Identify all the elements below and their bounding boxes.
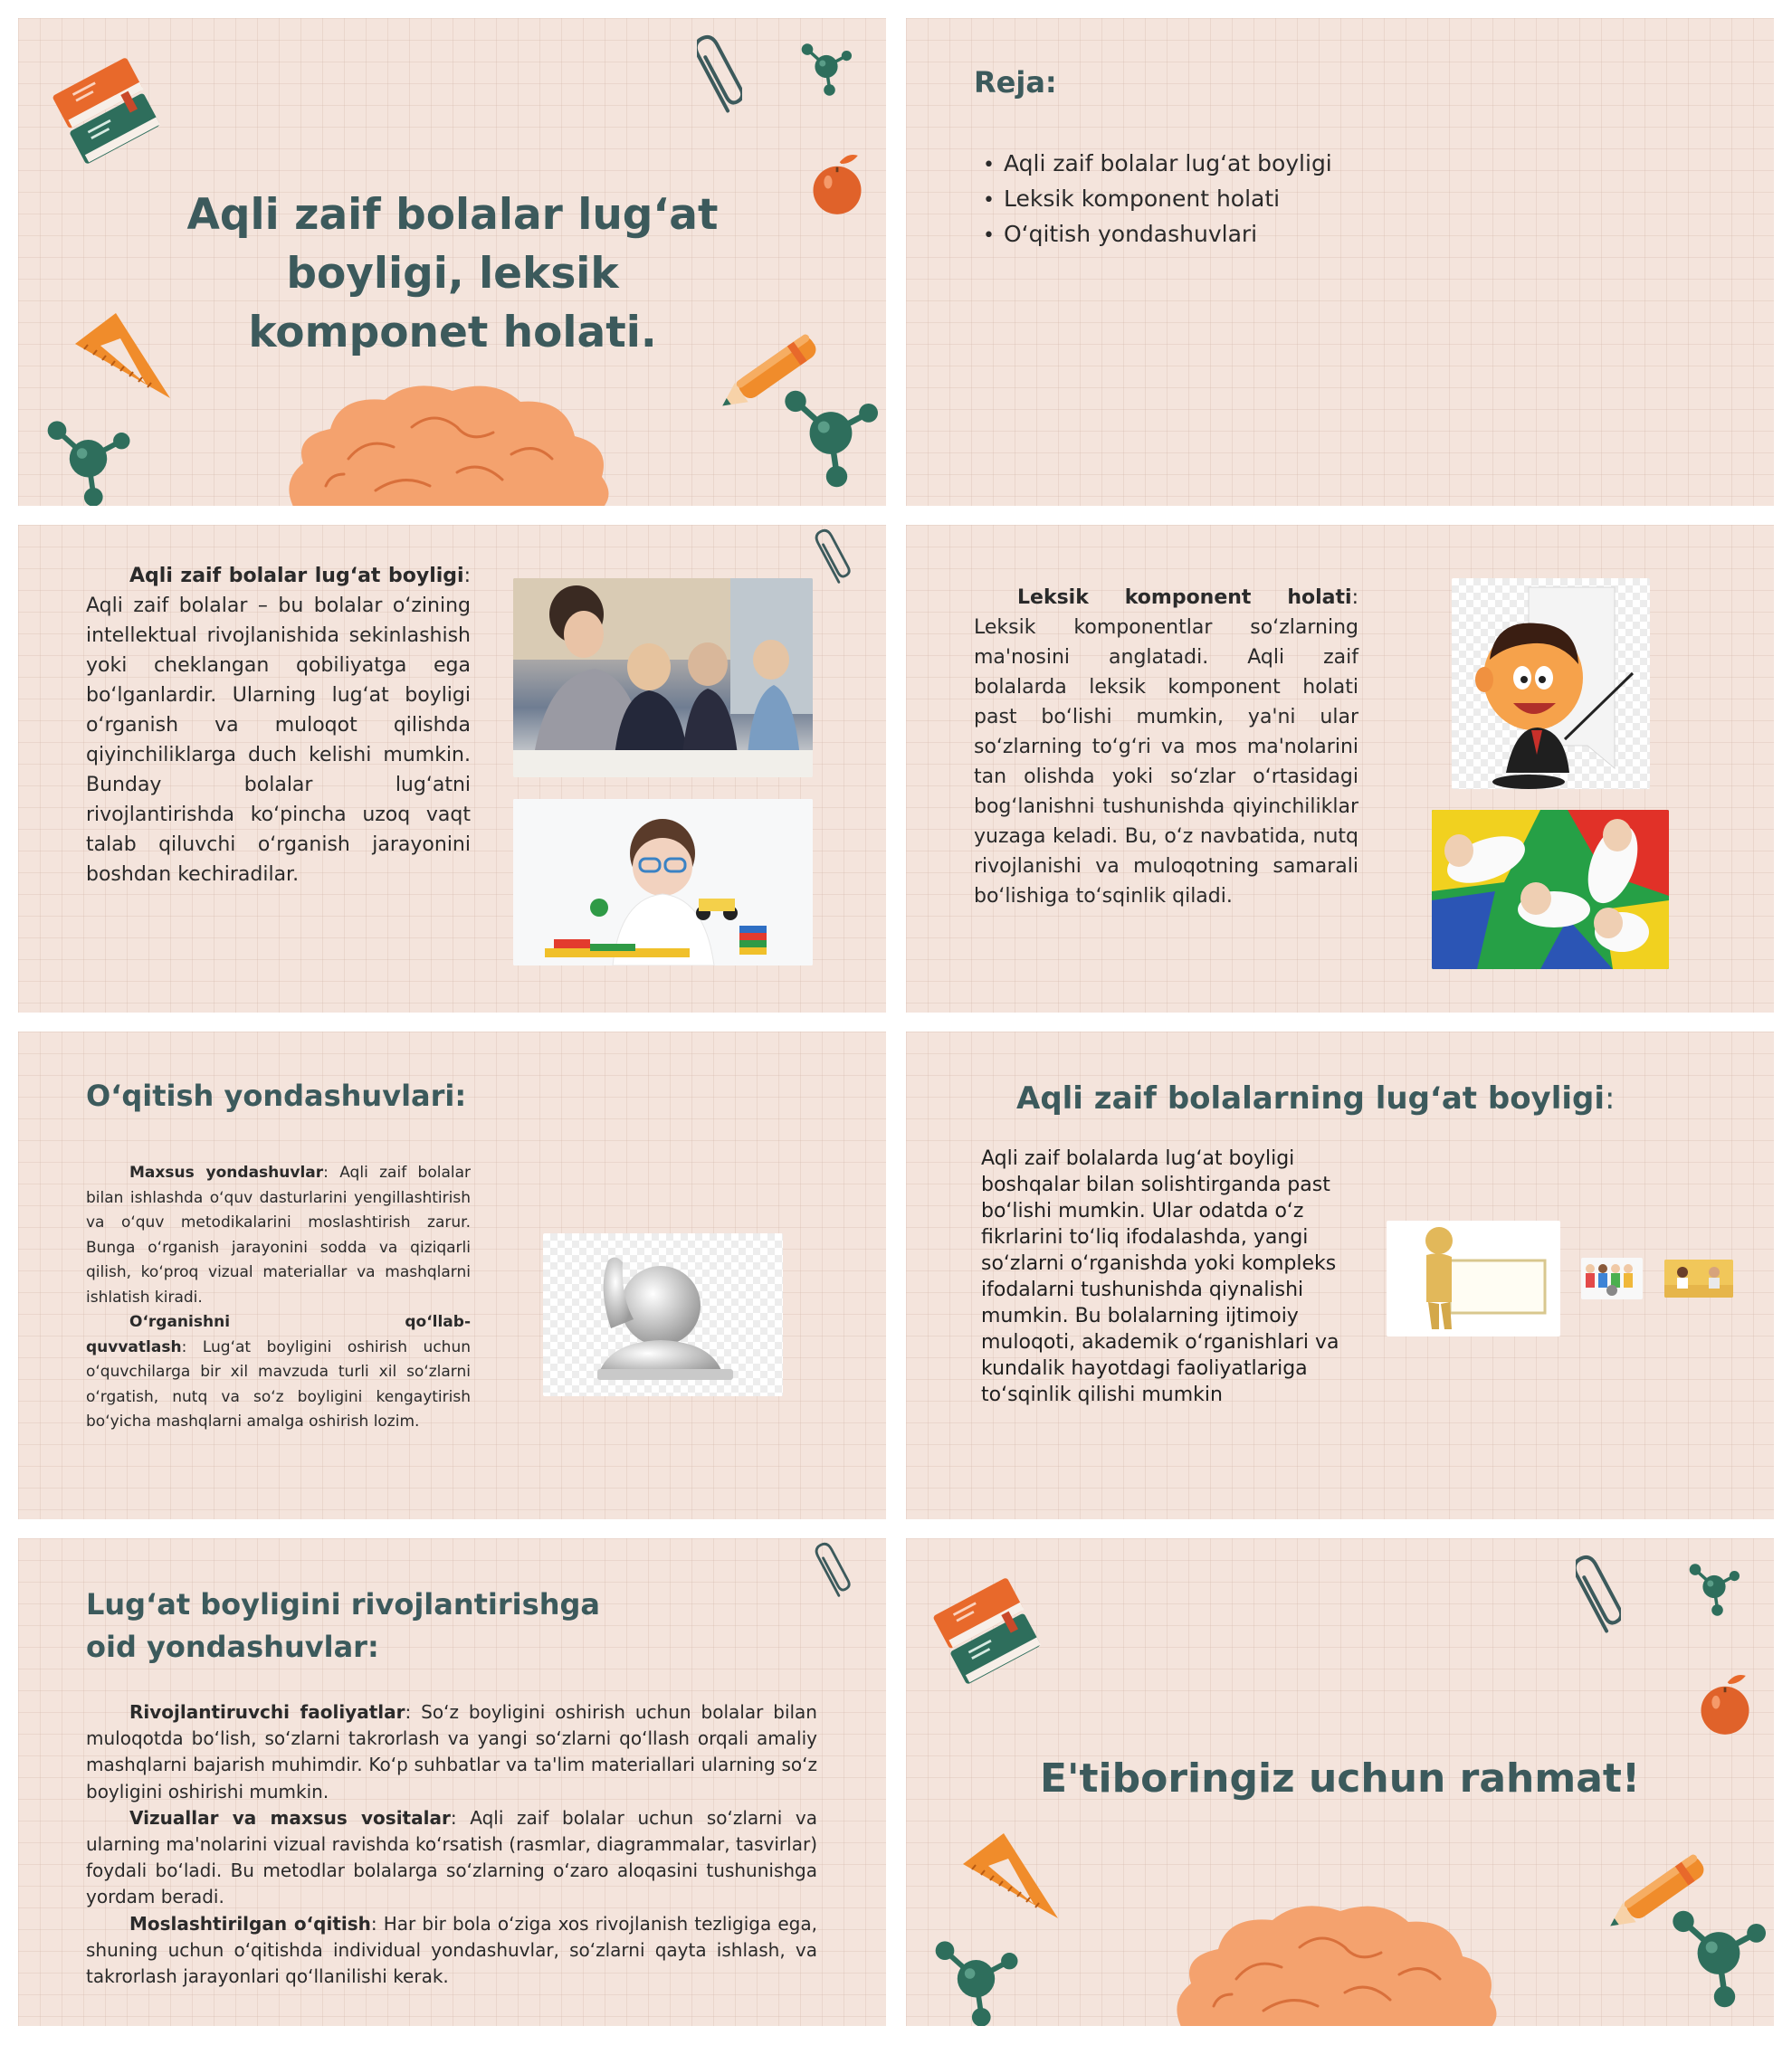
figure-holding-sign-image — [1387, 1221, 1560, 1336]
molecule-icon — [1682, 1558, 1746, 1622]
slide-teaching-approaches[interactable] — [18, 1032, 886, 1519]
ruler-triangle-icon — [953, 1828, 1072, 1927]
books-icon — [45, 41, 163, 176]
teacher-with-children-photo — [513, 578, 813, 777]
development-paragraph-2: Vizuallar va maxsus vositalar: Aqli zaif bolalar uchun so‘zlarni va ularning ma'nolarini vizual ravishda ko‘rsatish (rasmlar, diagrammalar, tasvirlar) foydali bo‘ladi. Bu metodlar bolalarga so‘zlarning o‘zaro aloqasini tushunishga yordam beradi. — [86, 1806, 817, 1908]
slide-title[interactable] — [18, 18, 886, 506]
development-heading: Lug‘at boyligini rivojlantirishga oid yondashuvlar: — [86, 1587, 600, 1664]
ruler-triangle-icon — [65, 308, 185, 407]
teaching-paragraphs — [86, 1161, 471, 1435]
development-paragraph-1: Rivojlantiruvchi faoliyatlar: So‘z boyligini oshirish uchun bolalar bilan muloqotda bo‘lish, so‘zlarni takrorlash va yangi so‘zlarni qo‘llash orqali amaliy mashqlarni bajarish muhimdir. Ko‘p suhbatlar va ta'lim materiallari ularning so‘z boyligini oshirishi mumkin. — [86, 1701, 817, 1802]
books-icon — [926, 1561, 1044, 1697]
richness-heading: Aqli zaif bolalarning lug‘at boyligi: — [1016, 1080, 1616, 1117]
teaching-heading: O‘qitish yondashuvlari: — [86, 1079, 467, 1113]
children-on-mat-photo — [1432, 810, 1669, 969]
development-paragraphs — [86, 1699, 817, 1990]
molecule-icon — [795, 38, 858, 101]
vocabulary-paragraph: Aqli zaif bolalar lug‘at boyligi: Aqli zaif bolalar – bu bolalar o‘zining intellektual rivojlanishida sekinlashish yoki cheklangan qobiliyatga ega bo‘lganlardir. Ularning lug‘at boyligi o‘rganish va muloqot qilishda qiyinchiliklarga duch kelishi mumkin. Bunday bolalar lug‘atni rivojlantirishda ko‘pincha uzoq vaqt talab qiluvchi o‘rganish jarayonini boshdan kechiradilar. — [86, 565, 471, 886]
slide-development-approaches[interactable] — [18, 1538, 886, 2026]
vocabulary-bold-title: Aqli zaif bolalar lug‘at boyligi — [129, 565, 464, 587]
teaching-paragraph-2: O‘rganishni qo‘llab-quvvatlash: Lug‘at boyligini oshirish uchun o‘quvchilarga bir xil mavzuda turli xil so‘zlarni o‘rgatish, nutq va so‘z boyligini kengaytirish bo‘yicha mashqlarni amalga oshirish lozim. — [86, 1313, 471, 1431]
molecule-icon — [772, 380, 886, 498]
children-playing-thumbnail — [1664, 1260, 1733, 1298]
brain-icon — [1164, 1893, 1508, 2026]
apple-icon — [1696, 1669, 1754, 1738]
paperclip-icon — [813, 1538, 853, 1602]
slide-lexical[interactable] — [906, 525, 1774, 1013]
paperclip-icon — [813, 525, 853, 588]
lexical-bold-title: Leksik komponent holati — [1017, 586, 1352, 609]
slide-plan[interactable] — [906, 18, 1774, 506]
lexical-text: Leksik komponentlar so‘zlarning ma'nosini anglatadi. Aqli zaif bolalarda leksik komponent holati past bo‘lishi mumkin, ya'ni ular so‘zlarning to‘g‘ri va mos ma'nolarini tan olishda yoki so‘zlar o‘rtasidagi bog‘lanishni tushunishda qiyinchiliklar yuzaga keladi. Bu, o‘z navbatida, nutq rivojlanishi va muloqotning samarali bo‘lishiga to‘sqinlik qiladi. — [974, 616, 1358, 908]
apple-icon — [808, 149, 866, 218]
plan-list — [983, 147, 1332, 252]
slide-title-text: Aqli zaif bolalar lug‘at boyligi, leksik komponet holati. — [186, 190, 719, 357]
paperclip-icon — [1576, 1549, 1621, 1640]
raised-hand-figure-image — [543, 1233, 783, 1396]
child-with-toys-photo — [513, 799, 813, 965]
thanks-text: E'tiboringiz uchun rahmat! — [1039, 1755, 1641, 1802]
molecule-icon — [1660, 1900, 1774, 2018]
list-item: • O‘qitish yondashuvlari — [983, 217, 1332, 252]
cartoon-teacher-image — [1452, 578, 1650, 789]
slide-vocabulary[interactable] — [18, 525, 886, 1013]
brain-icon — [276, 373, 620, 506]
lexical-paragraph: Leksik komponent holati: Leksik komponentlar so‘zlarning ma'nosini anglatadi. Aqli zaif bolalarda leksik komponent holati past bo‘lishi mumkin, ya'ni ular so‘zlarning to‘g‘ri va mos ma'nolarini tan olishda yoki so‘zlar o‘rtasidagi bog‘lanishni tushunishda qiyinchiliklar yuzaga keladi. Bu, o‘z navbatida, nutq rivojlanishi va muloqotning samarali bo‘lishiga to‘sqinlik qiladi. — [974, 586, 1358, 908]
teaching-paragraph-1: Maxsus yondashuvlar: Aqli zaif bolalar bilan ishlashda o‘quv dasturlarini yengillashtirish va o‘quv metodikalarini moslashtirish zarur. Bunga o‘rganish jarayonini sodda va qiziqarli qilish, ko‘proq vizual materiallar va mashqlarni ishlatish kiradi. — [86, 1164, 471, 1307]
slide-thanks[interactable] — [906, 1538, 1774, 2026]
development-paragraph-3: Moslashtirilgan o‘qitish: Har bir bola o‘ziga xos rivojlanish tezligiga ega, shuning uchun o‘qitishda individual yondashuvlar, so‘zlarni qayta ishlash, va takrorlash jarayonlari qo‘llanilishi kerak. — [86, 1912, 817, 1988]
vocabulary-text: Aqli zaif bolalar – bu bolalar o‘zining intellektual rivojlanishida sekinlashish yoki cheklangan qobiliyatga ega bo‘lganlardir. Ularning lug‘at boyligi o‘rganish va muloqot qilishda qiyinchiliklarga duch kelishi mumkin. Bunday bolalar lug‘atni rivojlantirishda ko‘pincha uzoq vaqt talab qiluvchi o‘rganish jarayonini boshdan kechiradilar. — [86, 594, 471, 886]
richness-text: Aqli zaif bolalarda lug‘at boyligi boshqalar bilan solishtirganda past bo‘lishi mumkin. Ular odatda o‘z fikrlarini to‘liq ifodalashda, yangi so‘zlarni o‘rganishda yoki kompleks ifodalarni tushunishda qiynalishi mumkin. Bu bolalarning ijtimoiy muloqoti, akademik o‘rganishlari va kundalik hayotdagi faoliyatlariga to‘sqinlik qilishi mumkin — [981, 1147, 1339, 1406]
molecule-icon — [924, 1932, 1028, 2026]
plan-heading: Reja: — [974, 65, 1057, 100]
list-item: • Leksik komponent holati — [983, 182, 1332, 217]
children-group-thumbnail — [1581, 1258, 1643, 1299]
paperclip-icon — [697, 29, 742, 119]
molecule-icon — [36, 412, 140, 506]
list-item: • Aqli zaif bolalar lug‘at boyligi — [983, 147, 1332, 182]
slide-vocabulary-richness[interactable] — [906, 1032, 1774, 1519]
